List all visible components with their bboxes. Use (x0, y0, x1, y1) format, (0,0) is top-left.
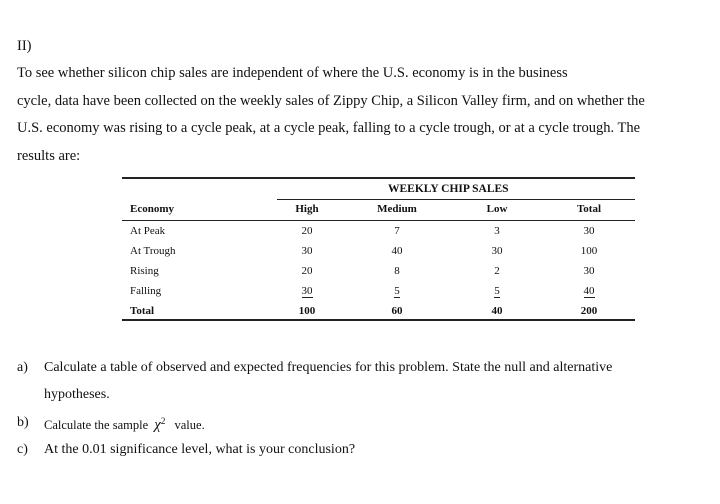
cell-high (277, 285, 337, 297)
row-label: Falling (130, 285, 162, 297)
section-heading: II) (17, 38, 32, 54)
question-c-marker: c) (17, 442, 28, 457)
cell-total: 200 (580, 305, 598, 317)
table-bottom-rule (122, 319, 635, 321)
question-c-line: At the 0.01 significance level, what is your conclusion? (44, 442, 356, 457)
question-b-text: Calculate the sample (44, 418, 149, 433)
row-label-total: Total (130, 305, 155, 317)
cell-medium: 8 (394, 265, 400, 277)
intro-line-2: cycle, data have been collected on the weekly sales of Zippy Chip, a Silicon Valley firm, and on whether the (17, 93, 645, 109)
intro-line-4: results are: (17, 148, 81, 164)
group-header: WEEKLY CHIP SALES (388, 183, 509, 195)
question-a-line-1: Calculate a table of observed and expected frequencies for this problem. State the null and alternative (44, 360, 613, 375)
question-b-marker: b) (17, 415, 29, 430)
cell-low: 40 (491, 305, 503, 317)
cell-low: 2 (494, 265, 500, 277)
cell-high: 20 (301, 265, 313, 277)
row-label: Rising (130, 265, 159, 277)
question-a-marker: a) (17, 360, 28, 375)
cell-medium (367, 285, 427, 297)
question-b-line (44, 416, 205, 434)
cell-total: 100 (580, 245, 598, 257)
cell-total: 30 (583, 225, 595, 237)
cell-medium: 7 (394, 225, 400, 237)
col-header-total: Total (576, 203, 602, 215)
cell-medium: 40 (391, 245, 403, 257)
cell-low: 3 (494, 225, 500, 237)
col-header-low: Low (486, 203, 508, 215)
cell-low (467, 285, 527, 297)
col-header-medium: Medium (377, 203, 417, 215)
table-top-rule (122, 177, 635, 179)
cell-high: 20 (301, 225, 313, 237)
cell-high: 30 (301, 245, 313, 257)
group-header-rule (277, 199, 635, 200)
chi-symbol: χ (154, 417, 161, 434)
intro-line-1: To see whether silicon chip sales are independent of where the U.S. economy is in the business (17, 65, 568, 81)
col-header-economy: Economy (130, 203, 174, 215)
cell-value: 5 (494, 285, 500, 297)
cell-medium: 60 (391, 305, 403, 317)
cell-low: 30 (491, 245, 503, 257)
row-label: At Peak (130, 225, 166, 237)
cell-total: 30 (583, 265, 595, 277)
cell-high: 100 (298, 305, 316, 317)
question-a-line-2: hypotheses. (44, 387, 110, 402)
header-bottom-rule (122, 220, 635, 221)
col-header-high: High (295, 203, 319, 215)
cell-total (559, 285, 619, 297)
chi-superscript: 2 (160, 416, 166, 426)
question-b-text-end: value. (174, 418, 205, 433)
row-label: At Trough (130, 245, 176, 257)
cell-value: 30 (301, 285, 313, 297)
cell-value: 40 (583, 285, 595, 297)
cell-value: 5 (394, 285, 400, 297)
intro-line-3: U.S. economy was rising to a cycle peak, at a cycle peak, falling to a cycle trough, or at a cycle trough. The (17, 120, 641, 136)
